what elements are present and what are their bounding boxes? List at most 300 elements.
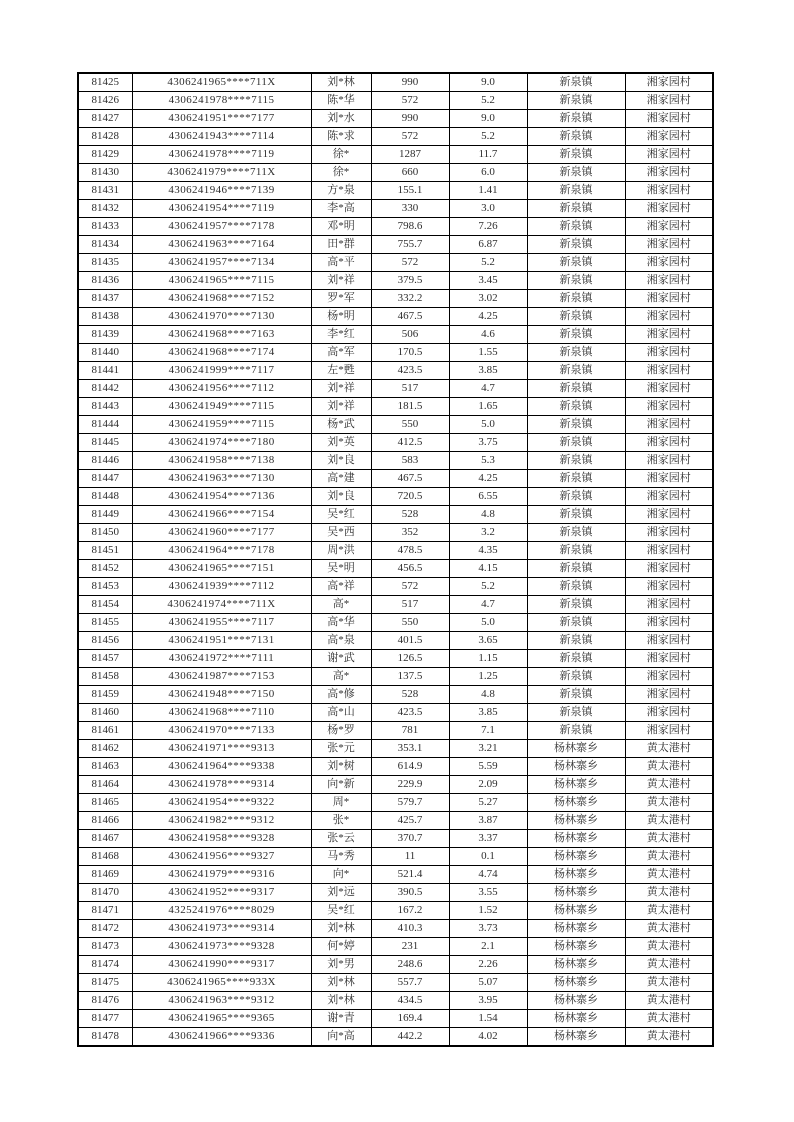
cell-township: 杨林寨乡 bbox=[527, 884, 625, 902]
table-row bbox=[78, 614, 713, 632]
cell-value-2: 4.7 bbox=[449, 380, 527, 398]
cell-value-1: 1287 bbox=[371, 146, 449, 164]
table-row bbox=[78, 668, 713, 686]
cell-value-1: 425.7 bbox=[371, 812, 449, 830]
cell-sequence-number: 81448 bbox=[78, 488, 132, 506]
cell-masked-id-card: 4306241964****7178 bbox=[132, 542, 311, 560]
cell-masked-name: 高*华 bbox=[311, 614, 371, 632]
cell-masked-id-card: 4306241978****9314 bbox=[132, 776, 311, 794]
cell-village: 湘家园村 bbox=[625, 524, 713, 542]
cell-value-2: 1.54 bbox=[449, 1010, 527, 1028]
cell-village: 黄太港村 bbox=[625, 1028, 713, 1047]
cell-masked-id-card: 4306241949****7115 bbox=[132, 398, 311, 416]
table-row bbox=[78, 848, 713, 866]
cell-township: 新泉镇 bbox=[527, 614, 625, 632]
cell-village: 湘家园村 bbox=[625, 272, 713, 290]
cell-value-2: 11.7 bbox=[449, 146, 527, 164]
cell-masked-name: 刘*林 bbox=[311, 974, 371, 992]
cell-value-2: 5.0 bbox=[449, 614, 527, 632]
cell-value-2: 1.41 bbox=[449, 182, 527, 200]
table-row bbox=[78, 128, 713, 146]
cell-township: 新泉镇 bbox=[527, 272, 625, 290]
cell-township: 杨林寨乡 bbox=[527, 830, 625, 848]
cell-masked-id-card: 4306241970****7133 bbox=[132, 722, 311, 740]
cell-value-1: 990 bbox=[371, 110, 449, 128]
cell-village: 湘家园村 bbox=[625, 704, 713, 722]
cell-value-1: 248.6 bbox=[371, 956, 449, 974]
cell-value-1: 401.5 bbox=[371, 632, 449, 650]
cell-township: 新泉镇 bbox=[527, 344, 625, 362]
cell-masked-name: 刘*男 bbox=[311, 956, 371, 974]
cell-masked-name: 杨*明 bbox=[311, 308, 371, 326]
table-row bbox=[78, 938, 713, 956]
cell-village: 黄太港村 bbox=[625, 758, 713, 776]
cell-masked-name: 吴*明 bbox=[311, 560, 371, 578]
cell-value-1: 330 bbox=[371, 200, 449, 218]
cell-masked-name: 方*泉 bbox=[311, 182, 371, 200]
cell-value-2: 5.27 bbox=[449, 794, 527, 812]
cell-masked-name: 刘*水 bbox=[311, 110, 371, 128]
cell-township: 新泉镇 bbox=[527, 506, 625, 524]
cell-village: 湘家园村 bbox=[625, 92, 713, 110]
cell-value-1: 572 bbox=[371, 254, 449, 272]
cell-township: 新泉镇 bbox=[527, 542, 625, 560]
cell-sequence-number: 81459 bbox=[78, 686, 132, 704]
cell-masked-id-card: 4306241959****7115 bbox=[132, 416, 311, 434]
cell-masked-id-card: 4306241948****7150 bbox=[132, 686, 311, 704]
cell-value-2: 3.55 bbox=[449, 884, 527, 902]
cell-masked-name: 高*山 bbox=[311, 704, 371, 722]
table-row bbox=[78, 326, 713, 344]
cell-sequence-number: 81466 bbox=[78, 812, 132, 830]
cell-value-1: 442.2 bbox=[371, 1028, 449, 1047]
cell-masked-name: 田*群 bbox=[311, 236, 371, 254]
cell-township: 杨林寨乡 bbox=[527, 812, 625, 830]
cell-masked-id-card: 4306241963****9312 bbox=[132, 992, 311, 1010]
cell-masked-id-card: 4306241964****9338 bbox=[132, 758, 311, 776]
cell-value-1: 229.9 bbox=[371, 776, 449, 794]
cell-masked-name: 高*建 bbox=[311, 470, 371, 488]
cell-township: 新泉镇 bbox=[527, 578, 625, 596]
cell-value-1: 170.5 bbox=[371, 344, 449, 362]
cell-township: 新泉镇 bbox=[527, 686, 625, 704]
cell-village: 黄太港村 bbox=[625, 902, 713, 920]
cell-masked-name: 周* bbox=[311, 794, 371, 812]
cell-sequence-number: 81457 bbox=[78, 650, 132, 668]
cell-village: 湘家园村 bbox=[625, 200, 713, 218]
cell-value-1: 390.5 bbox=[371, 884, 449, 902]
cell-sequence-number: 81460 bbox=[78, 704, 132, 722]
cell-value-1: 528 bbox=[371, 506, 449, 524]
table-row bbox=[78, 92, 713, 110]
table-row bbox=[78, 578, 713, 596]
cell-masked-name: 高*平 bbox=[311, 254, 371, 272]
cell-sequence-number: 81433 bbox=[78, 218, 132, 236]
cell-value-1: 550 bbox=[371, 614, 449, 632]
cell-township: 新泉镇 bbox=[527, 398, 625, 416]
cell-value-1: 412.5 bbox=[371, 434, 449, 452]
cell-sequence-number: 81425 bbox=[78, 73, 132, 92]
cell-value-1: 231 bbox=[371, 938, 449, 956]
table-row bbox=[78, 542, 713, 560]
cell-value-1: 550 bbox=[371, 416, 449, 434]
cell-masked-name: 陈*华 bbox=[311, 92, 371, 110]
cell-masked-id-card: 4306241974****711X bbox=[132, 596, 311, 614]
cell-village: 湘家园村 bbox=[625, 398, 713, 416]
table-row bbox=[78, 812, 713, 830]
cell-masked-name: 高*修 bbox=[311, 686, 371, 704]
cell-masked-id-card: 4306241979****9316 bbox=[132, 866, 311, 884]
cell-masked-id-card: 4306241972****7111 bbox=[132, 650, 311, 668]
cell-township: 新泉镇 bbox=[527, 362, 625, 380]
cell-masked-name: 刘*祥 bbox=[311, 272, 371, 290]
cell-township: 新泉镇 bbox=[527, 92, 625, 110]
cell-village: 湘家园村 bbox=[625, 578, 713, 596]
table-body bbox=[78, 73, 713, 1046]
table-row bbox=[78, 200, 713, 218]
cell-value-1: 352 bbox=[371, 524, 449, 542]
cell-masked-id-card: 4306241966****7154 bbox=[132, 506, 311, 524]
cell-value-1: 583 bbox=[371, 452, 449, 470]
cell-sequence-number: 81472 bbox=[78, 920, 132, 938]
cell-masked-id-card: 4306241965****711X bbox=[132, 73, 311, 92]
cell-sequence-number: 81440 bbox=[78, 344, 132, 362]
cell-masked-id-card: 4306241958****9328 bbox=[132, 830, 311, 848]
cell-sequence-number: 81464 bbox=[78, 776, 132, 794]
cell-value-2: 3.73 bbox=[449, 920, 527, 938]
cell-masked-id-card: 4306241968****7163 bbox=[132, 326, 311, 344]
cell-masked-id-card: 4306241973****9328 bbox=[132, 938, 311, 956]
cell-township: 杨林寨乡 bbox=[527, 776, 625, 794]
cell-value-2: 6.55 bbox=[449, 488, 527, 506]
cell-township: 杨林寨乡 bbox=[527, 740, 625, 758]
cell-masked-id-card: 4306241968****7110 bbox=[132, 704, 311, 722]
cell-sequence-number: 81442 bbox=[78, 380, 132, 398]
cell-masked-name: 杨*罗 bbox=[311, 722, 371, 740]
cell-value-2: 6.0 bbox=[449, 164, 527, 182]
cell-sequence-number: 81458 bbox=[78, 668, 132, 686]
cell-masked-name: 刘*英 bbox=[311, 434, 371, 452]
cell-sequence-number: 81447 bbox=[78, 470, 132, 488]
cell-value-2: 3.2 bbox=[449, 524, 527, 542]
cell-value-2: 4.25 bbox=[449, 308, 527, 326]
cell-value-1: 572 bbox=[371, 128, 449, 146]
cell-value-1: 579.7 bbox=[371, 794, 449, 812]
cell-masked-id-card: 4306241939****7112 bbox=[132, 578, 311, 596]
cell-masked-name: 刘*祥 bbox=[311, 380, 371, 398]
cell-masked-id-card: 4306241957****7134 bbox=[132, 254, 311, 272]
cell-township: 新泉镇 bbox=[527, 560, 625, 578]
cell-value-2: 1.15 bbox=[449, 650, 527, 668]
cell-village: 湘家园村 bbox=[625, 722, 713, 740]
cell-sequence-number: 81465 bbox=[78, 794, 132, 812]
cell-value-2: 5.07 bbox=[449, 974, 527, 992]
cell-masked-name: 刘*祥 bbox=[311, 398, 371, 416]
table-row bbox=[78, 110, 713, 128]
cell-masked-id-card: 4306241960****7177 bbox=[132, 524, 311, 542]
cell-township: 新泉镇 bbox=[527, 596, 625, 614]
cell-township: 新泉镇 bbox=[527, 326, 625, 344]
table-row bbox=[78, 164, 713, 182]
cell-value-1: 798.6 bbox=[371, 218, 449, 236]
cell-value-1: 370.7 bbox=[371, 830, 449, 848]
cell-sequence-number: 81473 bbox=[78, 938, 132, 956]
table-row bbox=[78, 236, 713, 254]
table-row bbox=[78, 290, 713, 308]
cell-sequence-number: 81450 bbox=[78, 524, 132, 542]
cell-value-2: 3.87 bbox=[449, 812, 527, 830]
table-row bbox=[78, 434, 713, 452]
table-row bbox=[78, 146, 713, 164]
cell-village: 湘家园村 bbox=[625, 632, 713, 650]
table-row bbox=[78, 974, 713, 992]
cell-masked-id-card: 4306241943****7114 bbox=[132, 128, 311, 146]
cell-masked-id-card: 4306241952****9317 bbox=[132, 884, 311, 902]
cell-value-2: 5.3 bbox=[449, 452, 527, 470]
cell-masked-name: 刘*林 bbox=[311, 73, 371, 92]
cell-masked-id-card: 4306241963****7130 bbox=[132, 470, 311, 488]
cell-township: 杨林寨乡 bbox=[527, 758, 625, 776]
cell-township: 杨林寨乡 bbox=[527, 992, 625, 1010]
cell-value-1: 332.2 bbox=[371, 290, 449, 308]
cell-village: 湘家园村 bbox=[625, 73, 713, 92]
cell-value-2: 3.95 bbox=[449, 992, 527, 1010]
cell-masked-id-card: 4306241951****7177 bbox=[132, 110, 311, 128]
cell-masked-id-card: 4306241971****9313 bbox=[132, 740, 311, 758]
cell-masked-name: 高*军 bbox=[311, 344, 371, 362]
table-row bbox=[78, 380, 713, 398]
cell-masked-id-card: 4306241954****7119 bbox=[132, 200, 311, 218]
table-row bbox=[78, 218, 713, 236]
cell-masked-name: 向*新 bbox=[311, 776, 371, 794]
cell-value-2: 1.52 bbox=[449, 902, 527, 920]
cell-township: 新泉镇 bbox=[527, 704, 625, 722]
cell-masked-name: 陈*求 bbox=[311, 128, 371, 146]
cell-masked-name: 谢*青 bbox=[311, 1010, 371, 1028]
cell-township: 杨林寨乡 bbox=[527, 902, 625, 920]
cell-masked-name: 刘*林 bbox=[311, 992, 371, 1010]
cell-masked-id-card: 4306241982****9312 bbox=[132, 812, 311, 830]
cell-value-2: 5.59 bbox=[449, 758, 527, 776]
cell-masked-name: 刘*树 bbox=[311, 758, 371, 776]
cell-value-2: 5.2 bbox=[449, 578, 527, 596]
cell-township: 杨林寨乡 bbox=[527, 956, 625, 974]
cell-village: 黄太港村 bbox=[625, 974, 713, 992]
cell-sequence-number: 81461 bbox=[78, 722, 132, 740]
cell-sequence-number: 81441 bbox=[78, 362, 132, 380]
cell-sequence-number: 81430 bbox=[78, 164, 132, 182]
cell-value-1: 517 bbox=[371, 380, 449, 398]
cell-village: 湘家园村 bbox=[625, 362, 713, 380]
cell-township: 新泉镇 bbox=[527, 650, 625, 668]
cell-masked-id-card: 4306241965****933X bbox=[132, 974, 311, 992]
table-row bbox=[78, 254, 713, 272]
cell-masked-name: 何*婷 bbox=[311, 938, 371, 956]
table-row bbox=[78, 740, 713, 758]
cell-value-1: 467.5 bbox=[371, 470, 449, 488]
cell-sequence-number: 81451 bbox=[78, 542, 132, 560]
table-row bbox=[78, 452, 713, 470]
cell-masked-name: 杨*武 bbox=[311, 416, 371, 434]
cell-township: 杨林寨乡 bbox=[527, 848, 625, 866]
table-row bbox=[78, 956, 713, 974]
table-row bbox=[78, 1010, 713, 1028]
cell-value-2: 3.65 bbox=[449, 632, 527, 650]
cell-village: 湘家园村 bbox=[625, 488, 713, 506]
cell-value-2: 3.85 bbox=[449, 362, 527, 380]
cell-township: 新泉镇 bbox=[527, 200, 625, 218]
cell-value-2: 7.1 bbox=[449, 722, 527, 740]
cell-value-2: 9.0 bbox=[449, 73, 527, 92]
cell-value-1: 506 bbox=[371, 326, 449, 344]
cell-masked-name: 高* bbox=[311, 596, 371, 614]
cell-sequence-number: 81476 bbox=[78, 992, 132, 1010]
cell-value-2: 0.1 bbox=[449, 848, 527, 866]
cell-value-1: 781 bbox=[371, 722, 449, 740]
cell-value-1: 423.5 bbox=[371, 362, 449, 380]
cell-village: 湘家园村 bbox=[625, 506, 713, 524]
cell-sequence-number: 81470 bbox=[78, 884, 132, 902]
table-row bbox=[78, 794, 713, 812]
cell-value-2: 7.26 bbox=[449, 218, 527, 236]
cell-value-2: 4.74 bbox=[449, 866, 527, 884]
cell-township: 新泉镇 bbox=[527, 524, 625, 542]
cell-value-2: 4.15 bbox=[449, 560, 527, 578]
cell-masked-id-card: 4306241955****7117 bbox=[132, 614, 311, 632]
cell-village: 湘家园村 bbox=[625, 380, 713, 398]
cell-village: 湘家园村 bbox=[625, 470, 713, 488]
cell-masked-id-card: 4306241978****7115 bbox=[132, 92, 311, 110]
cell-masked-name: 吴*西 bbox=[311, 524, 371, 542]
cell-value-1: 528 bbox=[371, 686, 449, 704]
cell-value-2: 3.0 bbox=[449, 200, 527, 218]
cell-village: 黄太港村 bbox=[625, 866, 713, 884]
cell-sequence-number: 81467 bbox=[78, 830, 132, 848]
cell-village: 黄太港村 bbox=[625, 884, 713, 902]
cell-village: 黄太港村 bbox=[625, 920, 713, 938]
cell-village: 湘家园村 bbox=[625, 560, 713, 578]
cell-township: 新泉镇 bbox=[527, 452, 625, 470]
cell-masked-id-card: 4306241957****7178 bbox=[132, 218, 311, 236]
cell-township: 新泉镇 bbox=[527, 146, 625, 164]
cell-village: 湘家园村 bbox=[625, 182, 713, 200]
cell-township: 新泉镇 bbox=[527, 416, 625, 434]
cell-value-2: 4.02 bbox=[449, 1028, 527, 1047]
cell-value-2: 1.55 bbox=[449, 344, 527, 362]
cell-township: 新泉镇 bbox=[527, 236, 625, 254]
cell-value-2: 3.45 bbox=[449, 272, 527, 290]
cell-village: 湘家园村 bbox=[625, 218, 713, 236]
cell-township: 新泉镇 bbox=[527, 254, 625, 272]
cell-value-1: 456.5 bbox=[371, 560, 449, 578]
table-row bbox=[78, 632, 713, 650]
table-row bbox=[78, 560, 713, 578]
cell-value-1: 557.7 bbox=[371, 974, 449, 992]
table-row bbox=[78, 776, 713, 794]
table-row bbox=[78, 866, 713, 884]
cell-value-2: 3.85 bbox=[449, 704, 527, 722]
cell-sequence-number: 81431 bbox=[78, 182, 132, 200]
table-row bbox=[78, 704, 713, 722]
cell-value-1: 660 bbox=[371, 164, 449, 182]
cell-masked-id-card: 4306241973****9314 bbox=[132, 920, 311, 938]
cell-village: 湘家园村 bbox=[625, 668, 713, 686]
cell-value-2: 5.0 bbox=[449, 416, 527, 434]
table-row bbox=[78, 920, 713, 938]
cell-sequence-number: 81474 bbox=[78, 956, 132, 974]
cell-village: 黄太港村 bbox=[625, 956, 713, 974]
cell-township: 杨林寨乡 bbox=[527, 938, 625, 956]
cell-sequence-number: 81427 bbox=[78, 110, 132, 128]
cell-sequence-number: 81438 bbox=[78, 308, 132, 326]
cell-village: 黄太港村 bbox=[625, 776, 713, 794]
cell-value-2: 4.25 bbox=[449, 470, 527, 488]
cell-value-1: 423.5 bbox=[371, 704, 449, 722]
cell-value-2: 9.0 bbox=[449, 110, 527, 128]
cell-village: 湘家园村 bbox=[625, 236, 713, 254]
table-row bbox=[78, 308, 713, 326]
table-row bbox=[78, 344, 713, 362]
cell-value-2: 4.35 bbox=[449, 542, 527, 560]
cell-sequence-number: 81463 bbox=[78, 758, 132, 776]
cell-sequence-number: 81435 bbox=[78, 254, 132, 272]
cell-masked-name: 周*洪 bbox=[311, 542, 371, 560]
cell-township: 杨林寨乡 bbox=[527, 920, 625, 938]
cell-village: 湘家园村 bbox=[625, 452, 713, 470]
cell-masked-id-card: 4306241970****7130 bbox=[132, 308, 311, 326]
cell-masked-id-card: 4306241987****7153 bbox=[132, 668, 311, 686]
cell-village: 黄太港村 bbox=[625, 992, 713, 1010]
cell-sequence-number: 81449 bbox=[78, 506, 132, 524]
cell-township: 新泉镇 bbox=[527, 632, 625, 650]
cell-sequence-number: 81429 bbox=[78, 146, 132, 164]
cell-masked-name: 刘*良 bbox=[311, 452, 371, 470]
table-row bbox=[78, 73, 713, 92]
table-row bbox=[78, 686, 713, 704]
table-row bbox=[78, 182, 713, 200]
cell-village: 湘家园村 bbox=[625, 344, 713, 362]
cell-value-2: 3.21 bbox=[449, 740, 527, 758]
table-row bbox=[78, 596, 713, 614]
table-row bbox=[78, 488, 713, 506]
cell-sequence-number: 81452 bbox=[78, 560, 132, 578]
cell-township: 杨林寨乡 bbox=[527, 974, 625, 992]
cell-masked-id-card: 4306241990****9317 bbox=[132, 956, 311, 974]
cell-masked-id-card: 4306241965****7151 bbox=[132, 560, 311, 578]
cell-sequence-number: 81456 bbox=[78, 632, 132, 650]
cell-value-1: 755.7 bbox=[371, 236, 449, 254]
cell-value-2: 3.75 bbox=[449, 434, 527, 452]
cell-sequence-number: 81477 bbox=[78, 1010, 132, 1028]
cell-sequence-number: 81455 bbox=[78, 614, 132, 632]
cell-masked-id-card: 4306241946****7139 bbox=[132, 182, 311, 200]
cell-sequence-number: 81439 bbox=[78, 326, 132, 344]
cell-masked-id-card: 4306241951****7131 bbox=[132, 632, 311, 650]
cell-masked-id-card: 4306241966****9336 bbox=[132, 1028, 311, 1047]
cell-sequence-number: 81445 bbox=[78, 434, 132, 452]
cell-village: 湘家园村 bbox=[625, 434, 713, 452]
cell-township: 新泉镇 bbox=[527, 668, 625, 686]
cell-township: 杨林寨乡 bbox=[527, 1010, 625, 1028]
cell-masked-id-card: 4306241963****7164 bbox=[132, 236, 311, 254]
cell-sequence-number: 81453 bbox=[78, 578, 132, 596]
cell-masked-name: 徐* bbox=[311, 164, 371, 182]
cell-village: 湘家园村 bbox=[625, 614, 713, 632]
cell-value-1: 990 bbox=[371, 73, 449, 92]
table-row bbox=[78, 272, 713, 290]
cell-value-2: 5.2 bbox=[449, 254, 527, 272]
cell-sequence-number: 81443 bbox=[78, 398, 132, 416]
